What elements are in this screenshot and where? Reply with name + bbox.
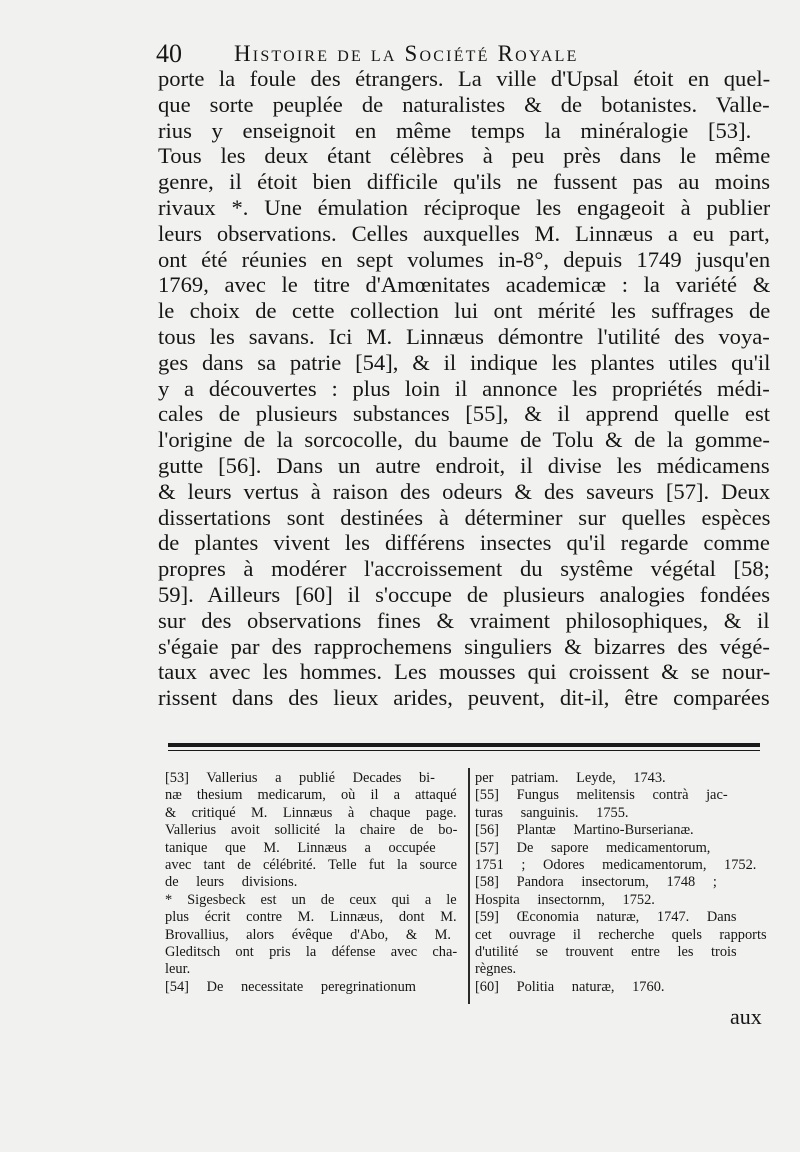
footnote-line: cet ouvrage il recherche quels rapports [475, 926, 767, 943]
footnote-line: Gleditsch ont pris la défense avec cha- [165, 944, 458, 961]
footnote-line: d'utilité se trouvent entre les trois [475, 944, 737, 961]
text-line: rius y enseignoit en même temps la minéralogie [53]. [158, 117, 752, 143]
footnote-line: [60] Politia naturæ, 1760. [475, 978, 665, 995]
text-line: ges dans sa patrie [54], & il indique les plantes utiles qu'il [158, 349, 770, 375]
footnote-line: [59] Œconomia naturæ, 1747. Dans [475, 909, 737, 926]
footnote-line: [53] Vallerius a publié Decades bi- [165, 770, 435, 786]
footnote-line: [58] Pandora insectorum, 1748 ; [475, 874, 717, 891]
text-line: gutte [56]. Dans un autre endroit, il divise les médicamens [158, 452, 770, 478]
footnote-line: de leurs divisions. [165, 874, 298, 891]
footnote-column-divider [468, 768, 470, 1004]
text-line: que sorte peuplée de naturalistes & de botanistes. Valle- [158, 91, 770, 117]
text-line: y a découvertes : plus loin il annonce les propriétés médi- [158, 375, 770, 401]
running-title: Histoire de la Société Royale [234, 41, 579, 66]
footnotes-left-column [165, 770, 463, 996]
text-line: le choix de cette collection lui ont mérité les suffrages de [158, 298, 770, 324]
footnote-line: Brovallius, alors évêque d'Abo, & M. [165, 926, 452, 943]
footnote-line: [54] De necessitate peregrinationum [165, 978, 416, 995]
footnotes-right-column [475, 770, 773, 996]
text-line: rissent dans des lieux arides, peuvent, dit-il, être comparées [158, 685, 770, 711]
footnote-line: [55] Fungus melitensis contrà jac- [475, 787, 728, 804]
footnote-line: règnes. [475, 961, 517, 978]
page-number: 40 [156, 39, 182, 68]
text-line: genre, il étoit bien difficile qu'ils ne fussent pas au moins [158, 169, 770, 195]
catchword: aux [730, 1004, 762, 1029]
footnote-line: leur. [165, 961, 191, 978]
footnote-line: & critiqué M. Linnæus à chaque page. [165, 804, 457, 821]
text-line: porte la foule des étrangers. La ville d'Upsal étoit en quel- [158, 66, 770, 91]
footnote-line: Hospita insectornm, 1752. [475, 891, 655, 908]
text-line: sur des observations fines & vraiment philosophiques, & il [158, 607, 770, 633]
text-line: propres à modérer l'accroissement du systême végétal [58; [158, 556, 770, 582]
text-line: leurs observations. Celles auxquelles M. Linnæus a eu part, [158, 220, 770, 246]
footnote-line: tanique que M. Linnæus a occupée [165, 839, 436, 856]
text-line: ont été réunies en sept volumes in-8°, depuis 1749 jusqu'en [158, 246, 770, 272]
footnote-line: * Sigesbeck est un de ceux qui a le [165, 891, 457, 908]
footnote-line: [56] Plantæ Martino-Burserianæ. [475, 822, 694, 839]
text-line: de plantes vivent les différens insectes qu'il regarde comme [158, 530, 770, 556]
text-line: 1769, avec le titre d'Amœnitates academicæ : la variété & [158, 272, 770, 298]
text-line: rivaux *. Une émulation réciproque les engageoit à publier [158, 194, 770, 220]
footnote-line: næ thesium medicarum, où il a attaqué [165, 787, 457, 804]
text-line: tous les savans. Ici M. Linnæus démontre l'utilité des voya- [158, 323, 770, 349]
text-line: s'égaie par des rapprochemens singuliers & bizarres des végé- [158, 633, 770, 659]
footnote-line: Vallerius avoit sollicité la chaire de bo- [165, 822, 458, 839]
text-line: & leurs vertus à raison des odeurs & des saveurs [57]. Deux [158, 478, 770, 504]
footnote-line: avec tant de célébrité. Telle fut la source [165, 857, 458, 874]
text-line: 59]. Ailleurs [60] il s'occupe de plusieurs analogies fondées [158, 581, 770, 607]
footnote-line: per patriam. Leyde, 1743. [475, 770, 666, 786]
footnote-rule-thin [168, 750, 760, 751]
text-line: dissertations sont destinées à déterminer sur quelles espèces [158, 504, 770, 530]
footnote-rule-thick [168, 743, 760, 747]
footnote-line: 1751 ; Odores medicamentorum, 1752. [475, 857, 757, 874]
footnote-line: plus écrit contre M. Linnæus, dont M. [165, 909, 457, 926]
text-line: Tous les deux étant célèbres à peu près dans le même [158, 143, 770, 169]
main-text [158, 66, 770, 711]
text-line: taux avec les hommes. Les mousses qui croissent & se nour- [158, 659, 770, 685]
footnote-line: [57] De sapore medicamentorum, [475, 839, 711, 856]
text-line: cales de plusieurs substances [55], & il apprend quelle est [158, 401, 770, 427]
footnote-line: turas sanguinis. 1755. [475, 804, 629, 821]
text-line: l'origine de la sorcocolle, du baume de Tolu & de la gomme- [158, 427, 770, 453]
